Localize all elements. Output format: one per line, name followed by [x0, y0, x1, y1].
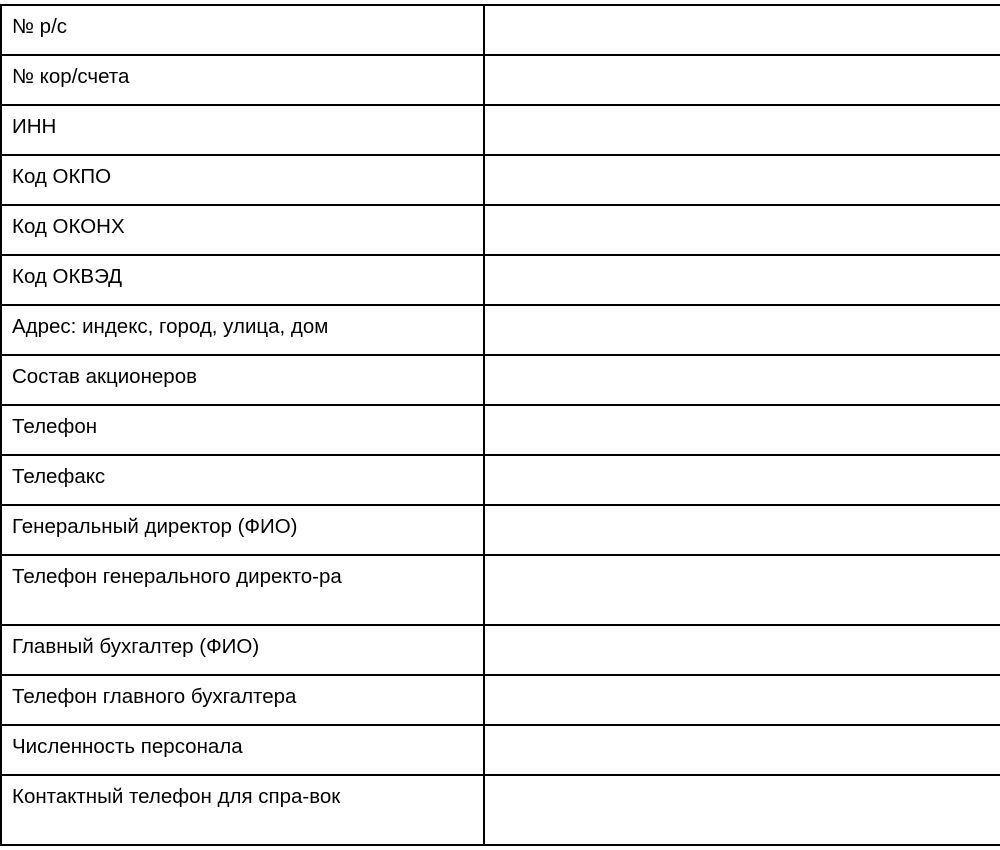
row-label: Адрес: индекс, город, улица, дом [1, 305, 484, 355]
table-row [1, 455, 1000, 505]
row-value[interactable] [484, 405, 1000, 455]
row-value[interactable] [484, 205, 1000, 255]
table-row [1, 505, 1000, 555]
requisites-table [0, 4, 1000, 846]
table-row [1, 555, 1000, 625]
row-label: Код ОКВЭД [1, 255, 484, 305]
row-value[interactable] [484, 155, 1000, 205]
table-row [1, 305, 1000, 355]
row-value[interactable] [484, 55, 1000, 105]
table-row [1, 725, 1000, 775]
row-label: Код ОКПО [1, 155, 484, 205]
row-label: Код ОКОНХ [1, 205, 484, 255]
row-label: Телефон генерального директо-ра [1, 555, 484, 625]
row-value[interactable] [484, 725, 1000, 775]
row-value[interactable] [484, 775, 1000, 845]
table-row [1, 205, 1000, 255]
row-label: № р/с [1, 5, 484, 55]
row-value[interactable] [484, 555, 1000, 625]
row-value[interactable] [484, 255, 1000, 305]
table-row [1, 625, 1000, 675]
row-value[interactable] [484, 355, 1000, 405]
row-label: ИНН [1, 105, 484, 155]
row-label: Телефон главного бухгалтера [1, 675, 484, 725]
row-value[interactable] [484, 675, 1000, 725]
row-label: Генеральный директор (ФИО) [1, 505, 484, 555]
table-row [1, 55, 1000, 105]
table-row [1, 675, 1000, 725]
table-row [1, 255, 1000, 305]
table-row [1, 355, 1000, 405]
row-label: № кор/счета [1, 55, 484, 105]
row-label: Численность персонала [1, 725, 484, 775]
table-row [1, 5, 1000, 55]
row-value[interactable] [484, 305, 1000, 355]
row-label: Состав акционеров [1, 355, 484, 405]
row-value[interactable] [484, 5, 1000, 55]
row-value[interactable] [484, 455, 1000, 505]
row-label: Контактный телефон для спра-вок [1, 775, 484, 845]
table-row [1, 775, 1000, 845]
row-value[interactable] [484, 505, 1000, 555]
table-row [1, 155, 1000, 205]
row-label: Телефакс [1, 455, 484, 505]
table-body [1, 5, 1000, 845]
table-row [1, 405, 1000, 455]
table-row [1, 105, 1000, 155]
row-value[interactable] [484, 105, 1000, 155]
row-label: Главный бухгалтер (ФИО) [1, 625, 484, 675]
row-label: Телефон [1, 405, 484, 455]
row-value[interactable] [484, 625, 1000, 675]
